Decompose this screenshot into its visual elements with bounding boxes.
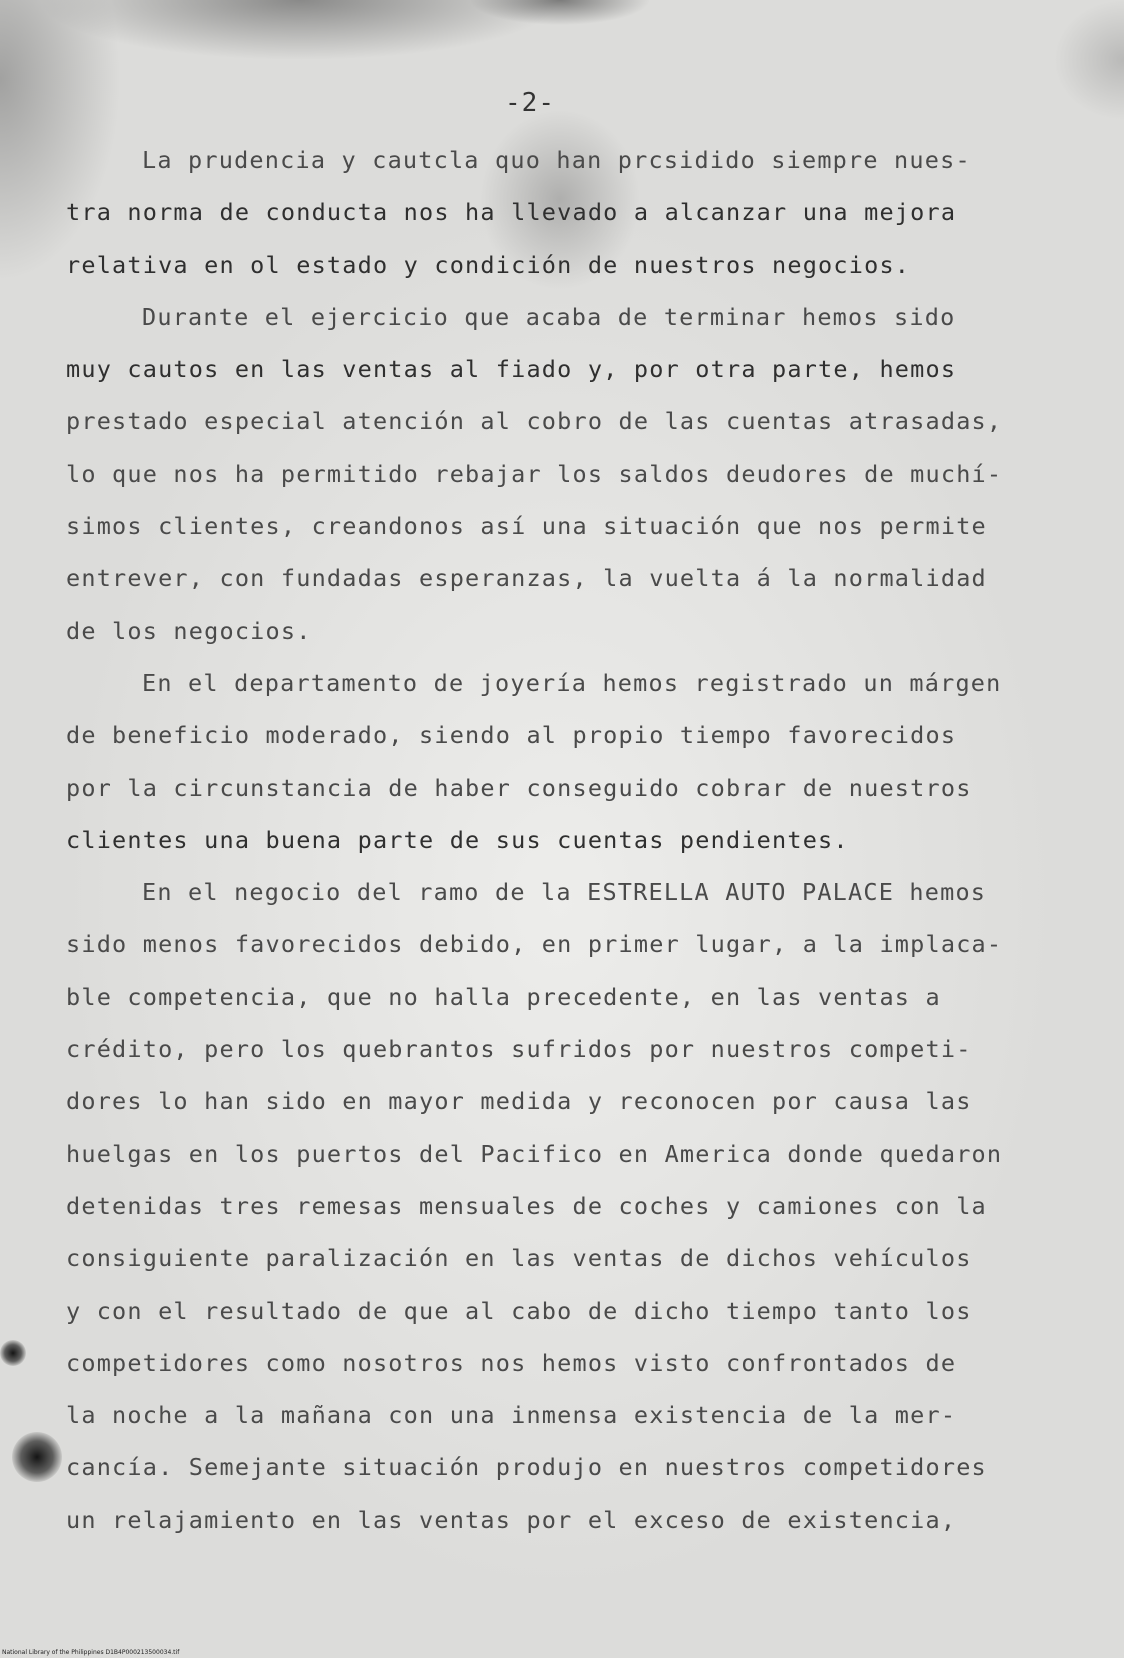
text-line: detenidas tres remesas mensuales de coches y camiones con la — [66, 1191, 987, 1220]
page-number: -2- — [505, 88, 555, 118]
text-line: consiguiente paralización en las ventas de dichos vehículos — [66, 1244, 972, 1273]
text-line: muy cautos en las ventas al fiado y, por otra parte, hemos — [66, 355, 957, 384]
text-line: prestado especial atención al cobro de las cuentas atrasadas, — [66, 407, 1003, 436]
text-line: competidores como nosotros nos hemos visto confrontados de — [66, 1348, 957, 1377]
text-line: En el negocio del ramo de la ESTRELLA AUTO PALACE hemos — [142, 878, 987, 907]
text-line: En el departamento de joyería hemos registrado un márgen — [142, 668, 1002, 697]
text-line: cancía. Semejante situación produjo en nuestros competidores — [66, 1453, 987, 1482]
text-line: lo que nos ha permitido rebajar los saldos deudores de muchí- — [66, 459, 1003, 488]
text-line: dores lo han sido en mayor medida y reconocen por causa las — [66, 1087, 972, 1116]
archive-footer: National Library of the Philippines D1B4P000213500034.tif — [2, 1649, 180, 1656]
text-line: La prudencia y cautcla quo han prcsidido siempre nues- — [142, 146, 971, 174]
text-line: por la circunstancia de haber conseguido cobrar de nuestros — [66, 773, 972, 802]
text-line: crédito, pero los quebrantos sufridos por nuestros competi- — [66, 1035, 972, 1064]
text-line: clientes una buena parte de sus cuentas pendientes. — [66, 825, 849, 854]
text-line: un relajamiento en las ventas por el exceso de existencia, — [66, 1505, 957, 1534]
text-line: sido menos favorecidos debido, en primer lugar, a la implaca- — [66, 930, 1003, 959]
text-line: de beneficio moderado, siendo al propio tiempo favorecidos — [66, 721, 957, 750]
body-text — [66, 134, 1056, 1546]
text-line: y con el resultado de que al cabo de dicho tiempo tanto los — [66, 1296, 972, 1325]
text-line: relativa en ol estado y condición de nuestros negocios. — [66, 250, 911, 279]
ink-blot-left-upper — [0, 1340, 26, 1366]
text-line: Durante el ejercicio que acaba de terminar hemos sido — [142, 302, 956, 331]
ink-blot-left-lower — [12, 1432, 62, 1482]
text-line: tra norma de conducta nos ha llevado a alcanzar una mejora — [66, 198, 957, 227]
text-line: ble competencia, que no halla precedente, en las ventas a — [66, 982, 941, 1011]
text-line: la noche a la mañana con una inmensa existencia de la mer- — [66, 1401, 957, 1430]
text-line: entrever, con fundadas esperanzas, la vuelta á la normalidad — [66, 564, 987, 593]
text-line: huelgas en los puertos del Pacifico en America donde quedaron — [66, 1139, 1003, 1168]
text-line: de los negocios. — [66, 616, 312, 645]
text-line: simos clientes, creandonos así una situación que nos permite — [66, 512, 987, 541]
